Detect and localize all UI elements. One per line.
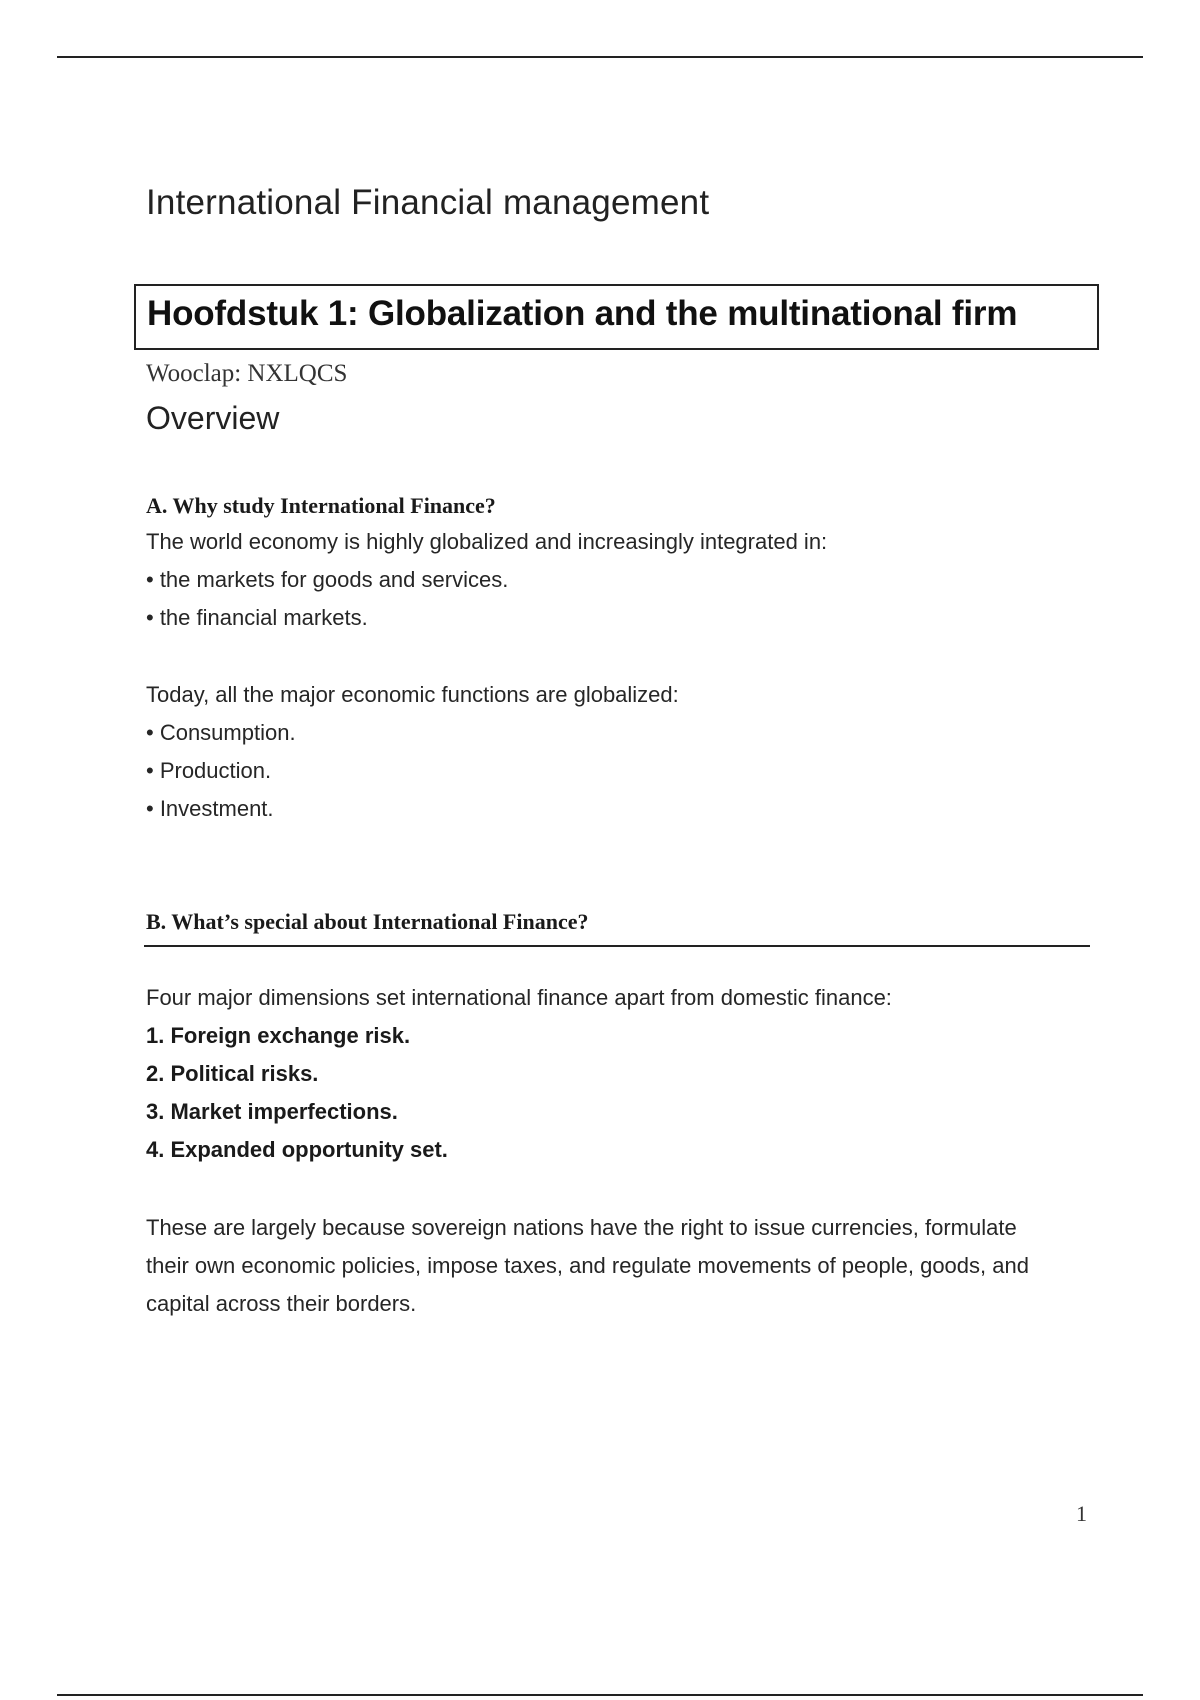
section-a-intro-2: Today, all the major economic functions are globalized: [146,682,679,707]
document-title: International Financial management [146,183,710,222]
chapter-title: Hoofdstuk 1: Globalization and the multinational firm [147,294,1018,333]
list-item: • the financial markets. [146,605,368,630]
chapter-title-box [134,284,1099,350]
section-b-intro: Four major dimensions set international finance apart from domestic finance: [146,985,892,1010]
list-item: • Investment. [146,796,274,821]
section-b-heading: B. What’s special about International Finance? [146,909,589,934]
list-item: 1. Foreign exchange risk. [146,1023,411,1048]
list-item: 2. Political risks. [146,1061,319,1086]
section-a-intro: The world economy is highly globalized and increasingly integrated in: [146,529,828,554]
closing-paragraph-line: These are largely because sovereign nations have the right to issue currencies, formulate [146,1215,1017,1240]
wooclap-code: Wooclap: NXLQCS [146,360,348,387]
page-number: 1 [1076,1501,1087,1526]
closing-paragraph-line: their own economic policies, impose taxes, and regulate movements of people, goods, and [146,1253,1029,1278]
closing-paragraph-line: capital across their borders. [146,1291,417,1316]
top-rule [57,56,1143,58]
list-item: • Production. [146,758,272,783]
list-item: 3. Market imperfections. [146,1099,398,1124]
overview-heading: Overview [146,400,280,436]
bottom-rule [57,1694,1143,1696]
list-item: • the markets for goods and services. [146,567,509,592]
section-b-underline [144,945,1090,947]
list-item: 4. Expanded opportunity set. [146,1137,448,1162]
section-a-heading: A. Why study International Finance? [146,493,496,518]
list-item: • Consumption. [146,720,296,745]
